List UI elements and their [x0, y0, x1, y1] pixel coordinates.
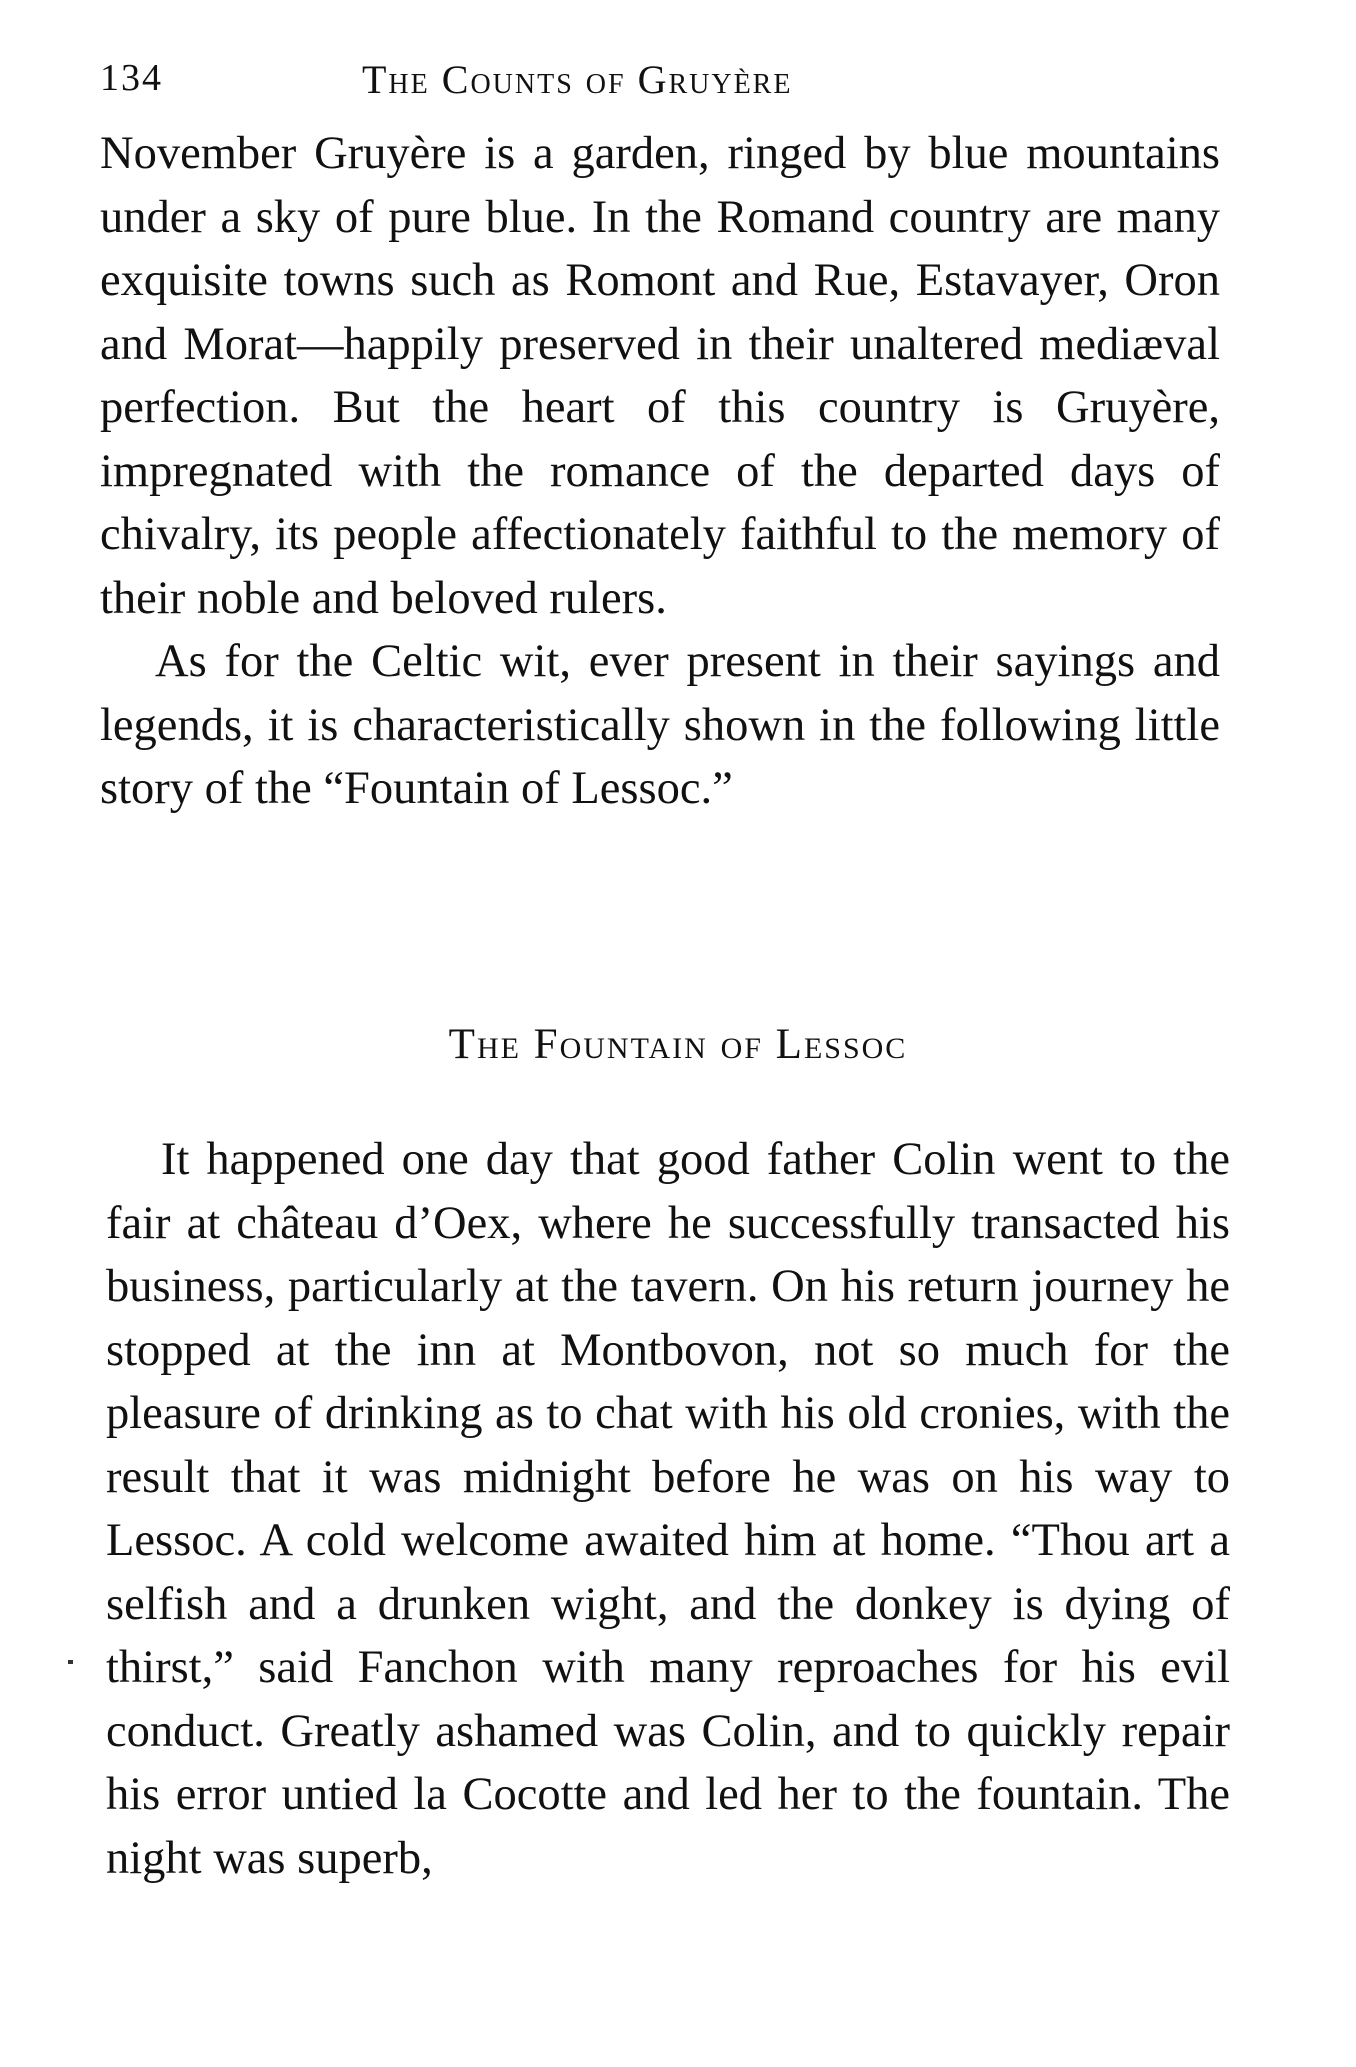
print-speck [68, 1660, 73, 1664]
section-title: The Fountain of Lessoc [448, 1021, 908, 1068]
text-block-after-section [106, 1128, 1230, 1890]
paragraph: It happened one day that good father Colin went to the fair at château d’Oex, where he successfully transacted his business, particularly at the tavern. On his return journey he stopped at the inn at Montbovon, not so much for the pleasure of drinking as to chat with his old cronies, with the result that it was midnight before he was on his way to Lessoc. A cold welcome awaited him at home. “Thou art a selfish and a drunken wight, and the donkey is dying of thirst,” said Fanchon with many reproaches for his evil conduct. Greatly ashamed was Colin, and to quickly repair his error untied la Cocotte and led her to the fountain. The night was superb, [106, 1134, 1230, 1884]
text-block-before-section [100, 122, 1220, 821]
paragraph: November Gruyère is a garden, ringed by blue mountains under a sky of pure blue. In the Romand country are many exquisite towns such as Romont and Rue, Estavayer, Oron and Morat—happily preserved in their unaltered mediæval perfection. But the heart of this country is Gruyère, impregnated with the romance of the departed days of chivalry, its people affectionately faithful to the memory of their noble and beloved rulers. [100, 128, 1220, 624]
paragraph: As for the Celtic wit, ever present in their sayings and legends, it is characteristically shown in the following little story of the “Fountain of Lessoc.” [100, 636, 1220, 814]
running-head [100, 50, 1240, 110]
running-title: The Counts of Gruyère [362, 57, 793, 102]
page-number: 134 [100, 57, 163, 99]
